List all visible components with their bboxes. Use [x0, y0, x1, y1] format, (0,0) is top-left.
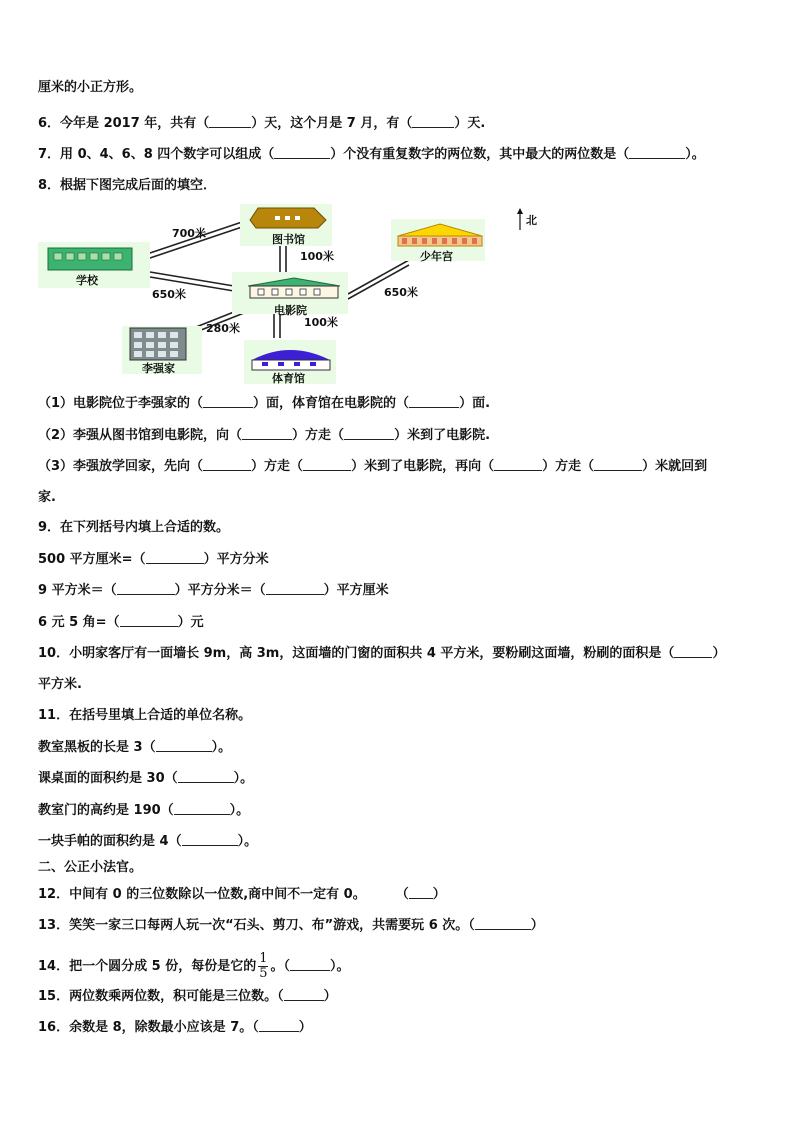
question-11-2: 课桌面的面积约是 30（ ）。	[38, 771, 254, 786]
question-8: 8．根据下图完成后面的填空．	[38, 178, 217, 193]
gym-label: 体育馆	[272, 372, 305, 385]
question-8-1: （1）电影院位于李强家的（ ）面，体育馆在电影院的（ ）面.	[38, 396, 491, 411]
question-11-4: 一块手帕的面积约是 4（ ）。	[38, 834, 258, 849]
blank[interactable]	[344, 427, 394, 440]
blank[interactable]	[117, 582, 175, 595]
distance-home-cinema: 280米	[206, 322, 240, 335]
blank[interactable]	[203, 395, 253, 408]
blank-days-month[interactable]	[412, 115, 454, 128]
blank[interactable]	[290, 958, 330, 971]
blank[interactable]	[203, 458, 251, 471]
question-16: 16．余数是 8，除数最小应该是 7。（ ）	[38, 1020, 312, 1035]
question-13: 13．笑笑一家三口每两人玩一次“石头、剪刀、布”游戏，共需要玩 6 次。（ ）	[38, 918, 544, 933]
blank[interactable]	[178, 770, 234, 783]
text-line: 家.	[38, 490, 56, 505]
blank[interactable]	[475, 917, 531, 930]
distance-school-library: 700米	[172, 227, 206, 240]
fraction: $\frac{1}{5}$	[259, 951, 268, 981]
home-building	[122, 326, 202, 375]
question-11-1: 教室黑板的长是 3（ ）。	[38, 740, 232, 755]
north-arrow-icon	[517, 208, 537, 230]
text-line: 平方米.	[38, 677, 82, 692]
section-heading: 二、公正小法官。	[38, 860, 143, 875]
blank[interactable]	[120, 614, 178, 627]
blank[interactable]	[284, 988, 324, 1001]
blank[interactable]	[674, 645, 712, 658]
gym-building	[244, 340, 336, 385]
distance-library-cinema: 100米	[300, 250, 334, 263]
blank-count[interactable]	[274, 146, 330, 159]
cinema-building	[232, 272, 348, 317]
blank-max[interactable]	[629, 146, 685, 159]
blank-days-year[interactable]	[209, 115, 251, 128]
library-label: 图书馆	[272, 233, 305, 246]
blank[interactable]	[494, 458, 542, 471]
blank[interactable]	[409, 886, 433, 899]
distance-cinema-gym: 100米	[304, 316, 338, 329]
question-8-3: （3）李强放学回家，先向（ ）方走（ ）米到了电影院，再向（ ）方走（ ）米就回到	[38, 459, 708, 474]
youth-palace-building	[391, 219, 485, 263]
text-line: 厘米的小正方形。	[38, 80, 143, 95]
blank[interactable]	[303, 458, 351, 471]
blank[interactable]	[156, 739, 212, 752]
location-map	[34, 200, 554, 386]
question-9: 9．在下列括号内填上合适的数。	[38, 520, 230, 535]
question-9-2: 9 平方米＝（ ）平方分米＝（ ）平方厘米	[38, 583, 389, 598]
distance-school-cinema: 650米	[152, 288, 186, 301]
cinema-label: 电影院	[274, 304, 307, 317]
question-9-1: 500 平方厘米=（ ）平方分米	[38, 552, 269, 567]
question-11: 11．在括号里填上合适的单位名称。	[38, 708, 252, 723]
question-12: 12．中间有 0 的三位数除以一位数,商中间不一定有 0。 （ ）	[38, 887, 446, 902]
school-building	[38, 242, 150, 288]
blank[interactable]	[259, 1019, 299, 1032]
north-label: 北	[526, 214, 537, 227]
youth-palace-label: 少年宫	[420, 250, 453, 263]
blank[interactable]	[146, 551, 204, 564]
blank[interactable]	[242, 427, 292, 440]
question-8-2: （2）李强从图书馆到电影院，向（ ）方走（ ）米到了电影院.	[38, 428, 491, 443]
distance-cinema-youth: 650米	[384, 286, 418, 299]
blank[interactable]	[174, 802, 230, 815]
question-9-3: 6 元 5 角=（ ）元	[38, 615, 204, 630]
home-label: 李强家	[142, 362, 175, 375]
school-label: 学校	[76, 274, 98, 287]
question-15: 15．两位数乘两位数，积可能是三位数。（ ）	[38, 989, 337, 1004]
question-10: 10．小明家客厅有一面墙长 9m，高 3m，这面墙的门窗的面积共 4 平方米，要粉刷这面墙，粉刷的面积是（ ）	[38, 646, 726, 661]
blank[interactable]	[409, 395, 459, 408]
question-7: 7．用 0、4、6、8 四个数字可以组成（ ）个没有重复数字的两位数，其中最大的两位数是（ ）。	[38, 147, 705, 162]
library-building	[240, 204, 332, 246]
blank[interactable]	[182, 833, 238, 846]
question-11-3: 教室门的高约是 190（ ）。	[38, 803, 250, 818]
blank[interactable]	[266, 582, 324, 595]
question-14: 14．把一个圆分成 5 份，每份是它的 $\frac{1}{5}$ 。（ ）。	[38, 951, 350, 981]
question-6: 6．今年是 2017 年，共有（ ）天，这个月是 7 月，有（ ）天.	[38, 116, 486, 131]
blank[interactable]	[594, 458, 642, 471]
